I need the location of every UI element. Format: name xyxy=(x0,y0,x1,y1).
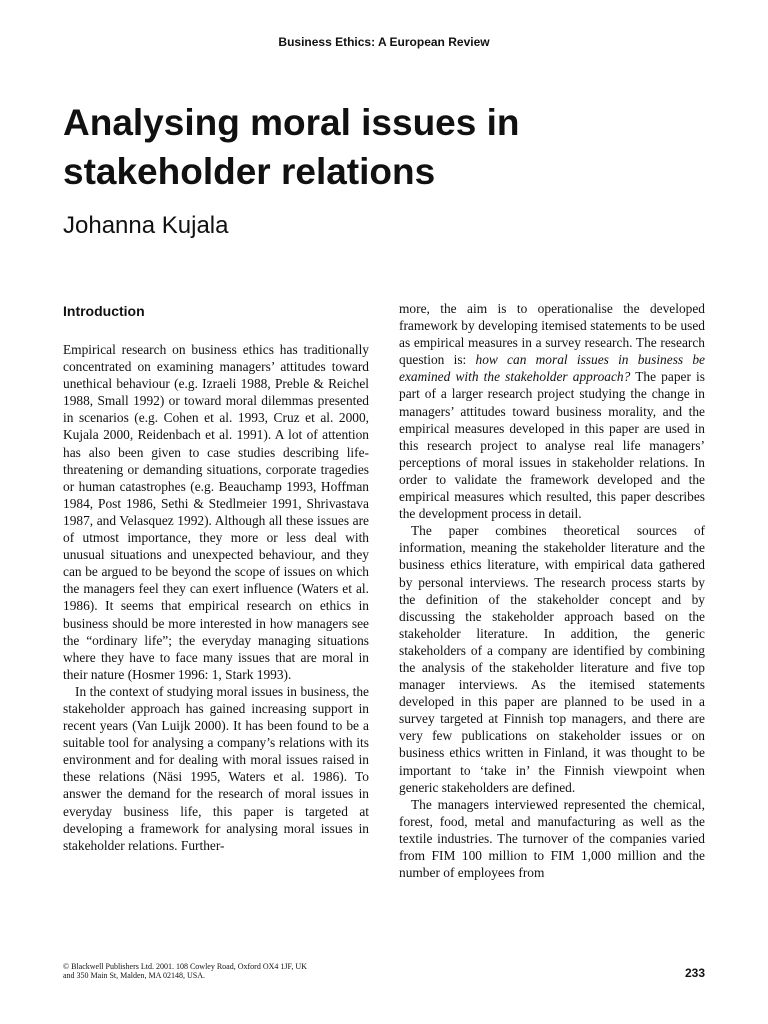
journal-name: Business Ethics: A European Review xyxy=(278,35,490,49)
article-title: Analysing moral issues in stakeholder relations xyxy=(63,102,520,192)
paragraph-text: The paper is part of a larger research project studying the change in managers’ attitudes toward business morality, and the empirical measures developed in this paper are used in this research project to analyse real life managers’ perceptions of moral issues in stakeholder relations. In order to validate the framework developed and the empirical measures which resulted, this paper describes the development process in detail. xyxy=(399,369,705,522)
author-name: Johanna Kujala xyxy=(63,212,229,239)
section-heading: Introduction xyxy=(63,303,145,319)
paragraph-text: more, the aim is to operationalise the developed framework by developing itemised statements to be used as empirical measures in a survey research. The research question is: xyxy=(399,301,705,368)
copyright-line: © Blackwell Publishers Ltd. 2001. 108 Cowley Road, Oxford OX4 1JF, UK xyxy=(63,962,307,971)
copyright-line: and 350 Main St, Malden, MA 02148, USA. xyxy=(63,971,205,980)
intro-paragraph-4: The paper combines theoretical sources of information, meaning the stakeholder literature and the business ethics literature, with empirical data gathered by personal interviews. The research process starts by the definition of the stakeholder concept and by discussing the stakeholder approach based on the stakeholder literature. In addition, the generic stakeholders of a company are identified by combining the analysis of the stakeholder literature and five top manager interviews. As the itemised statements developed in this paper are planned to be used in a survey targeted at Finnish top managers, and there are very few publications on stakeholder issues or on business ethics written in Finland, it was thought to be important to ‘take in’ the Finnish viewpoint when generic stakeholders are defined. xyxy=(399,523,705,795)
intro-paragraph-3 xyxy=(399,300,705,522)
intro-paragraph-5: The managers interviewed represented the chemical, forest, food, metal and manufacturing as well as the textile industries. The turnover of the companies varied from FIM 100 million to FIM 1,000 million and the number of employees from xyxy=(399,796,705,881)
page-number: 233 xyxy=(684,966,705,980)
left-column xyxy=(63,300,369,854)
research-question: how can moral issues in business be examined with the stakeholder approach? xyxy=(399,352,705,385)
copyright-notice xyxy=(63,962,403,980)
intro-paragraph-1: Empirical research on business ethics has traditionally concentrated on examining managers’ attitudes toward unethical behaviour (e.g. Izraeli 1988, Preble & Reichel 1988, Small 1992) or toward moral dilemmas presented in scenarios (e.g. Cohen et al. 1993, Cruz et al. 2000, Kujala 2000, Reidenbach et al. 1991). A lot of attention has also been given to case studies describing life-threatening or demanding situations, corporate tragedies or human catastrophes (e.g. Beauchamp 1993, Hoffman 1984, Post 1986, Sethi & Stedlmeier 1991, Shrivastava 1987, and Velasquez 1992). Although all these issues are of utmost importance, they more or less deal with unusual situations and unexpected behaviour, and they can be argued to be beyond the scope of issues on which the managers feel they can exert influence (Waters et al. 1986). It seems that empirical research on ethics in business should be more interested in how managers see the “ordinary life”; the everyday managing situations where they have to face many issues that are moral in their nature (Hosmer 1996: 1, Stark 1993). xyxy=(63,342,369,682)
intro-paragraph-2: In the context of studying moral issues in business, the stakeholder approach has gained increasing support in recent years (Van Luijk 2000). It has been found to be a suitable tool for analysing a company’s relations with its environment and for dealing with moral issues raised in these relations (Näsi 1995, Waters et al. 1986). To answer the demand for the research of moral issues in everyday business life, this paper is targeted at developing a framework for analysing moral issues in stakeholder relations. Further- xyxy=(63,683,369,853)
right-column xyxy=(399,300,705,881)
